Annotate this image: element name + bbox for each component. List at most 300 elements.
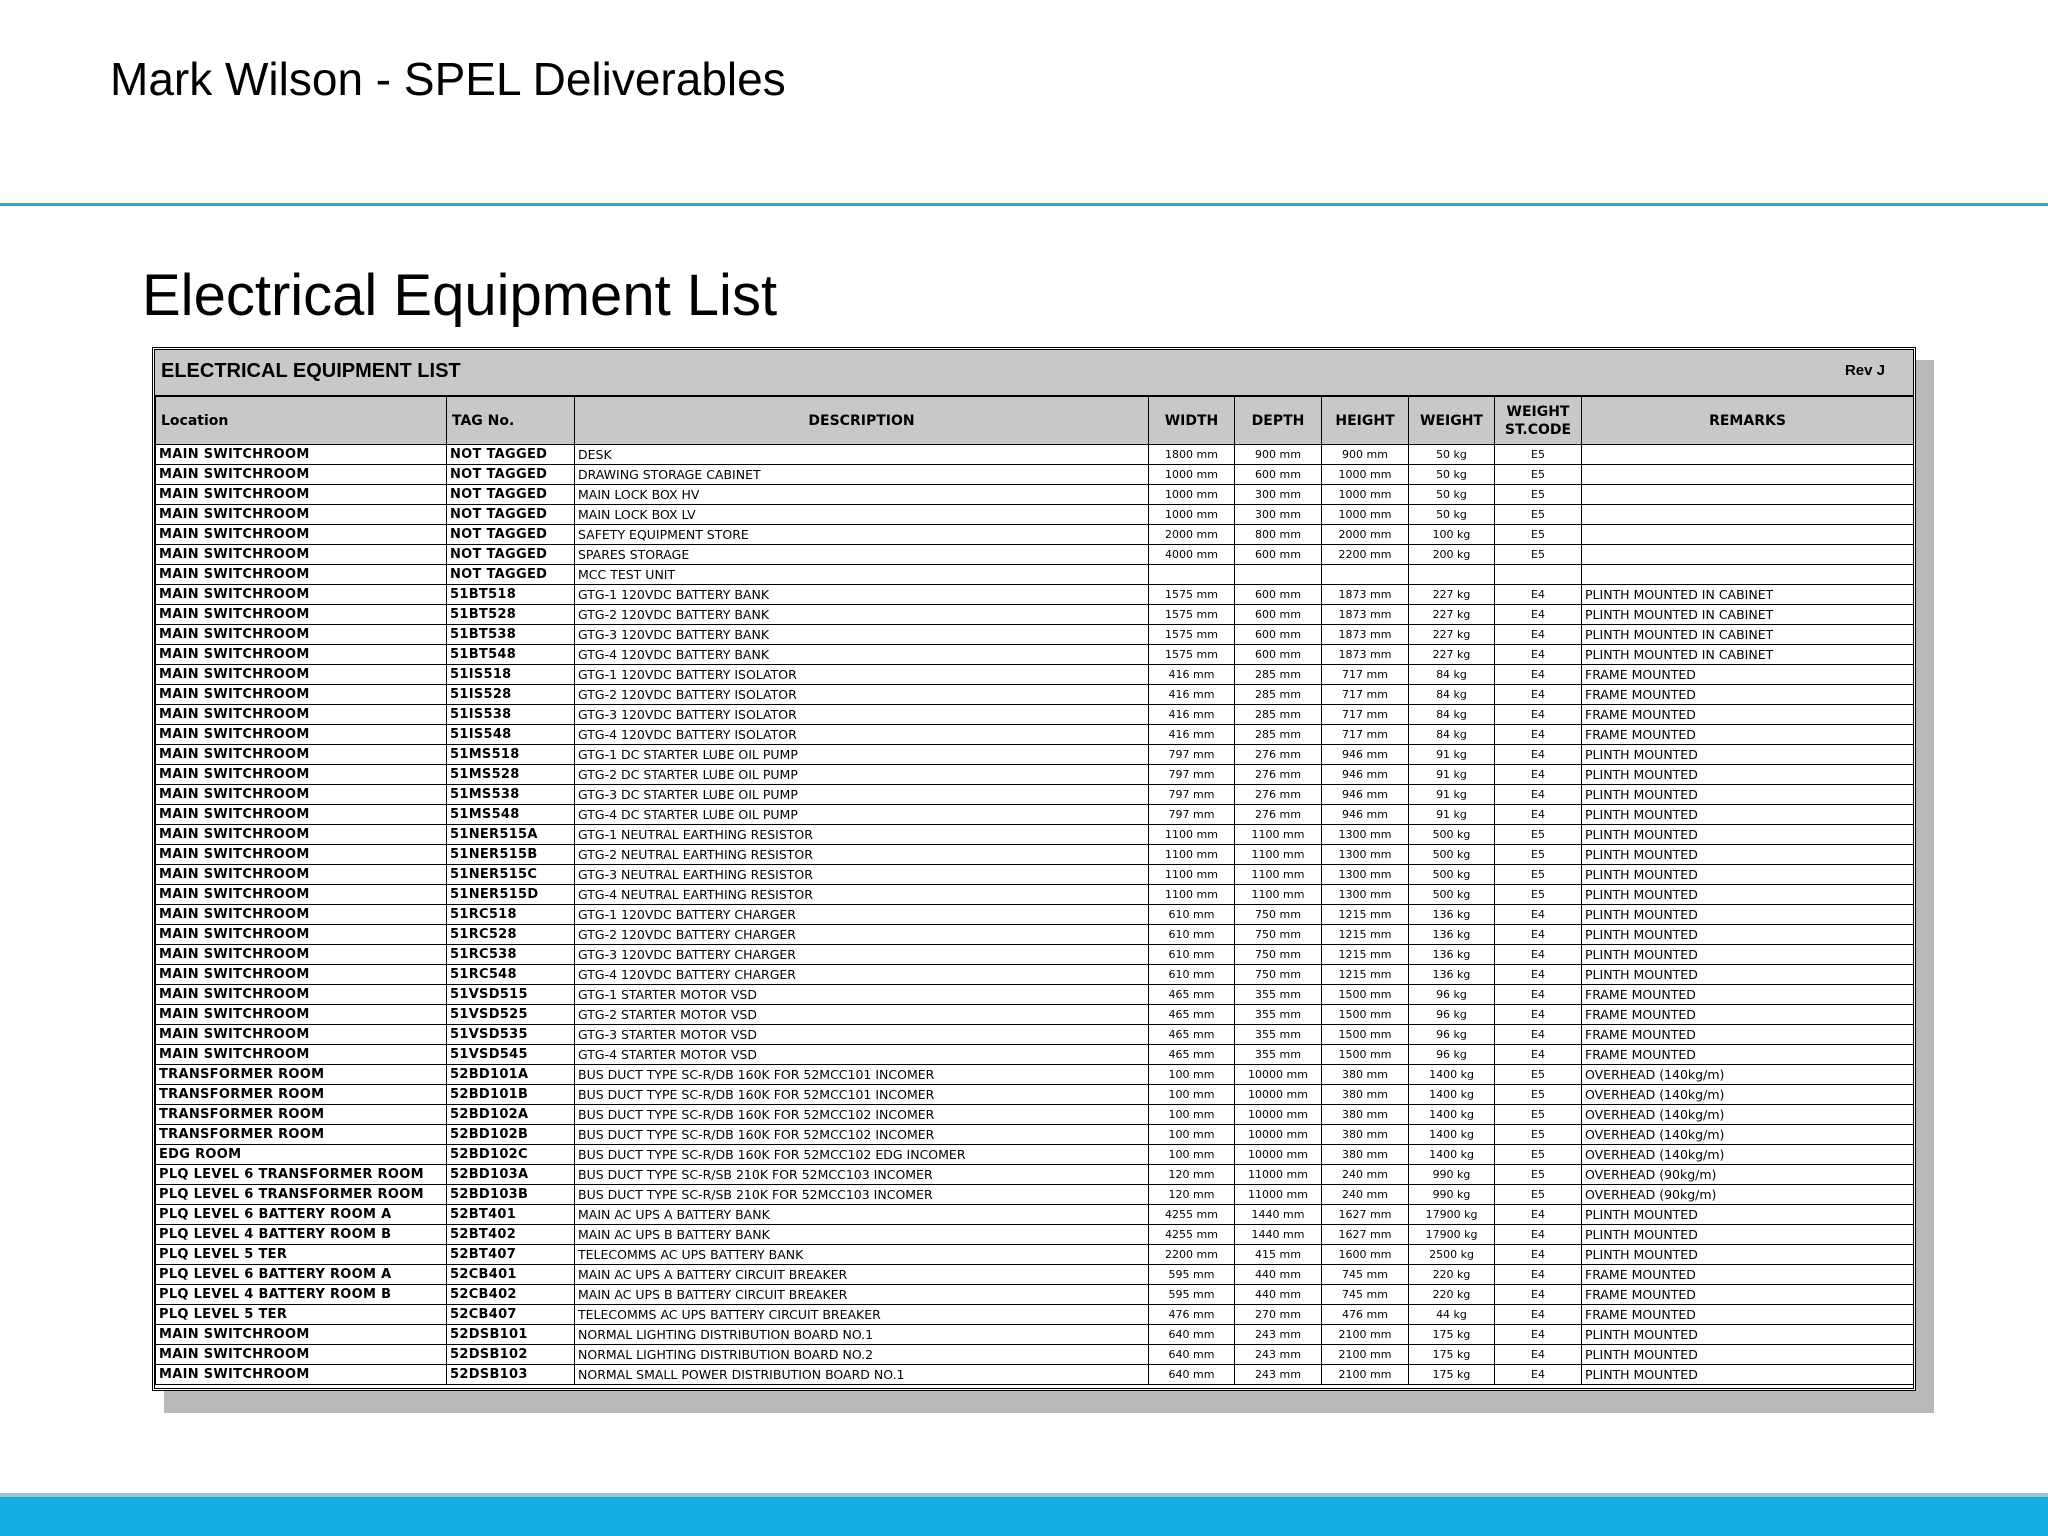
tag-cell: 52BD101B: [447, 1085, 575, 1105]
weight-cell: 227 kg: [1409, 605, 1495, 625]
weight-code-cell: E4: [1495, 1225, 1582, 1245]
weight-cell: 500 kg: [1409, 865, 1495, 885]
weight-cell: 500 kg: [1409, 885, 1495, 905]
weight-code-cell: E4: [1495, 985, 1582, 1005]
description-cell: GTG-3 DC STARTER LUBE OIL PUMP: [575, 785, 1149, 805]
depth-cell: 750 mm: [1235, 905, 1322, 925]
tag-cell: 52BT402: [447, 1225, 575, 1245]
weight-code-cell: E4: [1495, 1265, 1582, 1285]
depth-cell: 900 mm: [1235, 445, 1322, 465]
description-cell: DESK: [575, 445, 1149, 465]
table-row: [156, 505, 1914, 525]
width-cell: 1800 mm: [1149, 445, 1235, 465]
table-row: [156, 625, 1914, 645]
width-cell: 797 mm: [1149, 805, 1235, 825]
tag-cell: 52DSB102: [447, 1345, 575, 1365]
description-cell: GTG-1 120VDC BATTERY BANK: [575, 585, 1149, 605]
width-cell: 416 mm: [1149, 685, 1235, 705]
description-cell: NORMAL SMALL POWER DISTRIBUTION BOARD NO.1: [575, 1365, 1149, 1385]
location-cell: TRANSFORMER ROOM: [156, 1105, 447, 1125]
width-cell: 640 mm: [1149, 1365, 1235, 1385]
width-cell: 1000 mm: [1149, 465, 1235, 485]
tag-cell: 51BT528: [447, 605, 575, 625]
weight-code-cell: E4: [1495, 645, 1582, 665]
weight-code-cell: E4: [1495, 585, 1582, 605]
weight-code-cell: E4: [1495, 785, 1582, 805]
tag-cell: 51RC528: [447, 925, 575, 945]
height-cell: 2200 mm: [1322, 545, 1409, 565]
depth-cell: 440 mm: [1235, 1265, 1322, 1285]
remarks-cell: PLINTH MOUNTED: [1582, 745, 1914, 765]
location-cell: MAIN SWITCHROOM: [156, 505, 447, 525]
description-cell: BUS DUCT TYPE SC-R/DB 160K FOR 52MCC102 INCOMER: [575, 1105, 1149, 1125]
width-cell: 610 mm: [1149, 925, 1235, 945]
weight-code-cell: E5: [1495, 1145, 1582, 1165]
height-cell: [1322, 565, 1409, 585]
width-cell: 640 mm: [1149, 1345, 1235, 1365]
table-row: [156, 1085, 1914, 1105]
table-row: [156, 1285, 1914, 1305]
remarks-cell: PLINTH MOUNTED: [1582, 1345, 1914, 1365]
table-row: [156, 545, 1914, 565]
location-cell: MAIN SWITCHROOM: [156, 465, 447, 485]
depth-cell: 600 mm: [1235, 465, 1322, 485]
tag-cell: 51BT548: [447, 645, 575, 665]
location-cell: PLQ LEVEL 6 BATTERY ROOM A: [156, 1265, 447, 1285]
width-cell: 476 mm: [1149, 1305, 1235, 1325]
remarks-cell: PLINTH MOUNTED: [1582, 1325, 1914, 1345]
tag-cell: 52CB407: [447, 1305, 575, 1325]
weight-cell: 175 kg: [1409, 1345, 1495, 1365]
weight-cell: 50 kg: [1409, 465, 1495, 485]
description-cell: BUS DUCT TYPE SC-R/DB 160K FOR 52MCC102 EDG INCOMER: [575, 1145, 1149, 1165]
width-cell: 4000 mm: [1149, 545, 1235, 565]
remarks-cell: PLINTH MOUNTED: [1582, 965, 1914, 985]
col-header-description: DESCRIPTION: [575, 397, 1149, 445]
weight-code-cell: E4: [1495, 945, 1582, 965]
table-row: [156, 1145, 1914, 1165]
height-cell: 1873 mm: [1322, 645, 1409, 665]
location-cell: MAIN SWITCHROOM: [156, 1325, 447, 1345]
table-row: [156, 785, 1914, 805]
weight-code-cell: E4: [1495, 685, 1582, 705]
width-cell: 100 mm: [1149, 1125, 1235, 1145]
location-cell: PLQ LEVEL 4 BATTERY ROOM B: [156, 1285, 447, 1305]
depth-cell: [1235, 565, 1322, 585]
height-cell: 745 mm: [1322, 1265, 1409, 1285]
location-cell: MAIN SWITCHROOM: [156, 1005, 447, 1025]
remarks-cell: [1582, 565, 1914, 585]
description-cell: GTG-4 120VDC BATTERY ISOLATOR: [575, 725, 1149, 745]
weight-cell: 84 kg: [1409, 685, 1495, 705]
width-cell: 416 mm: [1149, 705, 1235, 725]
height-cell: 745 mm: [1322, 1285, 1409, 1305]
height-cell: 1500 mm: [1322, 985, 1409, 1005]
weight-cell: 1400 kg: [1409, 1125, 1495, 1145]
description-cell: GTG-3 120VDC BATTERY BANK: [575, 625, 1149, 645]
height-cell: 240 mm: [1322, 1165, 1409, 1185]
weight-cell: 500 kg: [1409, 825, 1495, 845]
weight-cell: 200 kg: [1409, 545, 1495, 565]
location-cell: MAIN SWITCHROOM: [156, 925, 447, 945]
weight-code-cell: E4: [1495, 665, 1582, 685]
location-cell: MAIN SWITCHROOM: [156, 605, 447, 625]
height-cell: 1873 mm: [1322, 625, 1409, 645]
weight-code-cell: [1495, 565, 1582, 585]
description-cell: MAIN AC UPS A BATTERY BANK: [575, 1205, 1149, 1225]
location-cell: PLQ LEVEL 6 TRANSFORMER ROOM: [156, 1185, 447, 1205]
tag-cell: 52CB402: [447, 1285, 575, 1305]
col-header-weight-code-line1: WEIGHT: [1506, 403, 1570, 420]
height-cell: 1627 mm: [1322, 1205, 1409, 1225]
sheet-title-bar: [155, 350, 1913, 396]
remarks-cell: PLINTH MOUNTED: [1582, 785, 1914, 805]
weight-cell: 1400 kg: [1409, 1105, 1495, 1125]
height-cell: 2100 mm: [1322, 1345, 1409, 1365]
weight-cell: 136 kg: [1409, 925, 1495, 945]
weight-cell: 990 kg: [1409, 1185, 1495, 1205]
tag-cell: 51RC538: [447, 945, 575, 965]
table-row: [156, 885, 1914, 905]
table-row: [156, 1125, 1914, 1145]
description-cell: GTG-4 DC STARTER LUBE OIL PUMP: [575, 805, 1149, 825]
weight-code-cell: E5: [1495, 465, 1582, 485]
weight-code-cell: E5: [1495, 1085, 1582, 1105]
table-row: [156, 1065, 1914, 1085]
tag-cell: 51NER515B: [447, 845, 575, 865]
location-cell: MAIN SWITCHROOM: [156, 725, 447, 745]
weight-cell: 96 kg: [1409, 985, 1495, 1005]
table-row: [156, 1025, 1914, 1045]
height-cell: 1500 mm: [1322, 1005, 1409, 1025]
depth-cell: 10000 mm: [1235, 1065, 1322, 1085]
tag-cell: 51NER515C: [447, 865, 575, 885]
remarks-cell: [1582, 505, 1914, 525]
tag-cell: 52CB401: [447, 1265, 575, 1285]
tag-cell: 51IS538: [447, 705, 575, 725]
description-cell: BUS DUCT TYPE SC-R/SB 210K FOR 52MCC103 INCOMER: [575, 1185, 1149, 1205]
depth-cell: 10000 mm: [1235, 1085, 1322, 1105]
weight-code-cell: E5: [1495, 865, 1582, 885]
width-cell: 1575 mm: [1149, 605, 1235, 625]
height-cell: 2100 mm: [1322, 1365, 1409, 1385]
tag-cell: 51VSD525: [447, 1005, 575, 1025]
description-cell: GTG-3 NEUTRAL EARTHING RESISTOR: [575, 865, 1149, 885]
weight-cell: 136 kg: [1409, 965, 1495, 985]
tag-cell: NOT TAGGED: [447, 465, 575, 485]
slide-title: Electrical Equipment List: [142, 263, 778, 328]
location-cell: EDG ROOM: [156, 1145, 447, 1165]
width-cell: 1100 mm: [1149, 865, 1235, 885]
remarks-cell: OVERHEAD (90kg/m): [1582, 1165, 1914, 1185]
weight-code-cell: E4: [1495, 605, 1582, 625]
remarks-cell: FRAME MOUNTED: [1582, 1025, 1914, 1045]
location-cell: MAIN SWITCHROOM: [156, 945, 447, 965]
height-cell: 1873 mm: [1322, 605, 1409, 625]
height-cell: 2000 mm: [1322, 525, 1409, 545]
weight-code-cell: E4: [1495, 905, 1582, 925]
remarks-cell: PLINTH MOUNTED: [1582, 1225, 1914, 1245]
tag-cell: 51VSD535: [447, 1025, 575, 1045]
description-cell: GTG-2 NEUTRAL EARTHING RESISTOR: [575, 845, 1149, 865]
width-cell: 2000 mm: [1149, 525, 1235, 545]
tag-cell: 51IS548: [447, 725, 575, 745]
col-header-weight: WEIGHT: [1409, 397, 1495, 445]
table-row: [156, 1345, 1914, 1365]
tag-cell: NOT TAGGED: [447, 525, 575, 545]
depth-cell: 276 mm: [1235, 805, 1322, 825]
weight-cell: 91 kg: [1409, 805, 1495, 825]
depth-cell: 600 mm: [1235, 625, 1322, 645]
weight-code-cell: E4: [1495, 1045, 1582, 1065]
col-header-depth: DEPTH: [1235, 397, 1322, 445]
depth-cell: 1100 mm: [1235, 885, 1322, 905]
width-cell: 595 mm: [1149, 1265, 1235, 1285]
width-cell: 1000 mm: [1149, 505, 1235, 525]
width-cell: 1100 mm: [1149, 885, 1235, 905]
remarks-cell: FRAME MOUNTED: [1582, 1265, 1914, 1285]
depth-cell: 243 mm: [1235, 1365, 1322, 1385]
weight-code-cell: E4: [1495, 765, 1582, 785]
depth-cell: 10000 mm: [1235, 1145, 1322, 1165]
width-cell: 1575 mm: [1149, 645, 1235, 665]
weight-cell: 1400 kg: [1409, 1065, 1495, 1085]
depth-cell: 285 mm: [1235, 685, 1322, 705]
depth-cell: 750 mm: [1235, 945, 1322, 965]
height-cell: 380 mm: [1322, 1085, 1409, 1105]
weight-cell: 96 kg: [1409, 1005, 1495, 1025]
table-row: [156, 1005, 1914, 1025]
depth-cell: 600 mm: [1235, 545, 1322, 565]
weight-cell: 96 kg: [1409, 1025, 1495, 1045]
depth-cell: 276 mm: [1235, 745, 1322, 765]
height-cell: 1300 mm: [1322, 865, 1409, 885]
width-cell: 797 mm: [1149, 745, 1235, 765]
table-row: [156, 1325, 1914, 1345]
height-cell: 1215 mm: [1322, 965, 1409, 985]
weight-code-cell: E4: [1495, 725, 1582, 745]
depth-cell: 355 mm: [1235, 1005, 1322, 1025]
remarks-cell: OVERHEAD (140kg/m): [1582, 1065, 1914, 1085]
weight-cell: 175 kg: [1409, 1325, 1495, 1345]
description-cell: NORMAL LIGHTING DISTRIBUTION BOARD NO.2: [575, 1345, 1149, 1365]
tag-cell: 52BD102C: [447, 1145, 575, 1165]
footer-bar: [0, 1493, 2048, 1536]
description-cell: MAIN AC UPS B BATTERY CIRCUIT BREAKER: [575, 1285, 1149, 1305]
width-cell: 2200 mm: [1149, 1245, 1235, 1265]
height-cell: 1000 mm: [1322, 505, 1409, 525]
width-cell: 100 mm: [1149, 1085, 1235, 1105]
remarks-cell: PLINTH MOUNTED: [1582, 1365, 1914, 1385]
tag-cell: 52BT401: [447, 1205, 575, 1225]
location-cell: MAIN SWITCHROOM: [156, 805, 447, 825]
location-cell: MAIN SWITCHROOM: [156, 785, 447, 805]
remarks-cell: PLINTH MOUNTED: [1582, 1205, 1914, 1225]
table-row: [156, 965, 1914, 985]
weight-code-cell: E4: [1495, 1305, 1582, 1325]
description-cell: GTG-3 120VDC BATTERY ISOLATOR: [575, 705, 1149, 725]
weight-code-cell: E4: [1495, 1345, 1582, 1365]
location-cell: MAIN SWITCHROOM: [156, 765, 447, 785]
tag-cell: 52BD102A: [447, 1105, 575, 1125]
location-cell: MAIN SWITCHROOM: [156, 985, 447, 1005]
description-cell: BUS DUCT TYPE SC-R/DB 160K FOR 52MCC102 INCOMER: [575, 1125, 1149, 1145]
depth-cell: 750 mm: [1235, 925, 1322, 945]
tag-cell: NOT TAGGED: [447, 545, 575, 565]
header-divider: [0, 203, 2048, 206]
slide-header: Mark Wilson - SPEL Deliverables: [110, 53, 786, 105]
table-row: [156, 985, 1914, 1005]
weight-cell: 2500 kg: [1409, 1245, 1495, 1265]
remarks-cell: [1582, 525, 1914, 545]
height-cell: 1000 mm: [1322, 485, 1409, 505]
location-cell: MAIN SWITCHROOM: [156, 825, 447, 845]
weight-cell: 91 kg: [1409, 785, 1495, 805]
remarks-cell: OVERHEAD (140kg/m): [1582, 1105, 1914, 1125]
height-cell: 946 mm: [1322, 765, 1409, 785]
weight-cell: 50 kg: [1409, 485, 1495, 505]
table-row: [156, 845, 1914, 865]
remarks-cell: PLINTH MOUNTED: [1582, 845, 1914, 865]
weight-code-cell: E5: [1495, 1125, 1582, 1145]
depth-cell: 285 mm: [1235, 665, 1322, 685]
width-cell: 797 mm: [1149, 765, 1235, 785]
table-row: [156, 645, 1914, 665]
tag-cell: NOT TAGGED: [447, 485, 575, 505]
weight-code-cell: E4: [1495, 705, 1582, 725]
location-cell: MAIN SWITCHROOM: [156, 485, 447, 505]
tag-cell: 51IS518: [447, 665, 575, 685]
height-cell: 380 mm: [1322, 1105, 1409, 1125]
width-cell: 416 mm: [1149, 725, 1235, 745]
location-cell: MAIN SWITCHROOM: [156, 1025, 447, 1045]
remarks-cell: PLINTH MOUNTED: [1582, 825, 1914, 845]
description-cell: TELECOMMS AC UPS BATTERY BANK: [575, 1245, 1149, 1265]
width-cell: 1100 mm: [1149, 845, 1235, 865]
remarks-cell: PLINTH MOUNTED IN CABINET: [1582, 625, 1914, 645]
weight-cell: 17900 kg: [1409, 1225, 1495, 1245]
table-row: [156, 585, 1914, 605]
height-cell: 1300 mm: [1322, 885, 1409, 905]
weight-cell: 220 kg: [1409, 1285, 1495, 1305]
width-cell: 797 mm: [1149, 785, 1235, 805]
tag-cell: 52BD103B: [447, 1185, 575, 1205]
weight-cell: 96 kg: [1409, 1045, 1495, 1065]
depth-cell: 285 mm: [1235, 725, 1322, 745]
table-row: [156, 905, 1914, 925]
weight-code-cell: E4: [1495, 1005, 1582, 1025]
description-cell: GTG-4 120VDC BATTERY CHARGER: [575, 965, 1149, 985]
location-cell: PLQ LEVEL 4 BATTERY ROOM B: [156, 1225, 447, 1245]
depth-cell: 276 mm: [1235, 765, 1322, 785]
weight-code-cell: E5: [1495, 485, 1582, 505]
width-cell: 465 mm: [1149, 1005, 1235, 1025]
height-cell: 1500 mm: [1322, 1045, 1409, 1065]
remarks-cell: FRAME MOUNTED: [1582, 1045, 1914, 1065]
remarks-cell: OVERHEAD (140kg/m): [1582, 1125, 1914, 1145]
depth-cell: 285 mm: [1235, 705, 1322, 725]
weight-code-cell: E5: [1495, 845, 1582, 865]
width-cell: 465 mm: [1149, 1025, 1235, 1045]
table-row: [156, 605, 1914, 625]
description-cell: GTG-1 NEUTRAL EARTHING RESISTOR: [575, 825, 1149, 845]
tag-cell: NOT TAGGED: [447, 445, 575, 465]
depth-cell: 11000 mm: [1235, 1185, 1322, 1205]
description-cell: GTG-1 120VDC BATTERY ISOLATOR: [575, 665, 1149, 685]
weight-cell: 227 kg: [1409, 585, 1495, 605]
location-cell: MAIN SWITCHROOM: [156, 445, 447, 465]
depth-cell: 11000 mm: [1235, 1165, 1322, 1185]
weight-code-cell: E5: [1495, 885, 1582, 905]
description-cell: BUS DUCT TYPE SC-R/SB 210K FOR 52MCC103 INCOMER: [575, 1165, 1149, 1185]
table-row: [156, 685, 1914, 705]
depth-cell: 600 mm: [1235, 585, 1322, 605]
table-row: [156, 925, 1914, 945]
location-cell: MAIN SWITCHROOM: [156, 745, 447, 765]
col-header-tag: TAG No.: [447, 397, 575, 445]
height-cell: 1215 mm: [1322, 925, 1409, 945]
tag-cell: 52BT407: [447, 1245, 575, 1265]
tag-cell: 51VSD515: [447, 985, 575, 1005]
width-cell: 416 mm: [1149, 665, 1235, 685]
weight-code-cell: E5: [1495, 1105, 1582, 1125]
weight-code-cell: E5: [1495, 1185, 1582, 1205]
description-cell: GTG-1 STARTER MOTOR VSD: [575, 985, 1149, 1005]
width-cell: 610 mm: [1149, 945, 1235, 965]
tag-cell: 52BD102B: [447, 1125, 575, 1145]
table-row: [156, 1245, 1914, 1265]
depth-cell: 600 mm: [1235, 645, 1322, 665]
remarks-cell: [1582, 445, 1914, 465]
remarks-cell: OVERHEAD (90kg/m): [1582, 1185, 1914, 1205]
width-cell: 100 mm: [1149, 1145, 1235, 1165]
location-cell: MAIN SWITCHROOM: [156, 845, 447, 865]
depth-cell: 355 mm: [1235, 985, 1322, 1005]
table-row: [156, 725, 1914, 745]
location-cell: PLQ LEVEL 5 TER: [156, 1305, 447, 1325]
tag-cell: 51NER515A: [447, 825, 575, 845]
width-cell: 465 mm: [1149, 1045, 1235, 1065]
location-cell: MAIN SWITCHROOM: [156, 545, 447, 565]
weight-code-cell: E4: [1495, 1205, 1582, 1225]
location-cell: MAIN SWITCHROOM: [156, 685, 447, 705]
height-cell: 717 mm: [1322, 725, 1409, 745]
description-cell: GTG-2 DC STARTER LUBE OIL PUMP: [575, 765, 1149, 785]
table-body: [156, 445, 1914, 1385]
description-cell: GTG-3 STARTER MOTOR VSD: [575, 1025, 1149, 1045]
width-cell: 1000 mm: [1149, 485, 1235, 505]
height-cell: 1000 mm: [1322, 465, 1409, 485]
weight-code-cell: E4: [1495, 625, 1582, 645]
col-header-height: HEIGHT: [1322, 397, 1409, 445]
table-row: [156, 1045, 1914, 1065]
weight-cell: 227 kg: [1409, 625, 1495, 645]
depth-cell: 243 mm: [1235, 1345, 1322, 1365]
location-cell: MAIN SWITCHROOM: [156, 565, 447, 585]
col-header-weight-code-line2: ST.CODE: [1504, 421, 1572, 438]
remarks-cell: [1582, 485, 1914, 505]
width-cell: 120 mm: [1149, 1185, 1235, 1205]
weight-cell: 17900 kg: [1409, 1205, 1495, 1225]
width-cell: 610 mm: [1149, 905, 1235, 925]
table-row: [156, 765, 1914, 785]
remarks-cell: FRAME MOUNTED: [1582, 705, 1914, 725]
location-cell: TRANSFORMER ROOM: [156, 1065, 447, 1085]
weight-cell: 91 kg: [1409, 745, 1495, 765]
depth-cell: 355 mm: [1235, 1045, 1322, 1065]
table-row: [156, 1165, 1914, 1185]
description-cell: GTG-4 NEUTRAL EARTHING RESISTOR: [575, 885, 1149, 905]
